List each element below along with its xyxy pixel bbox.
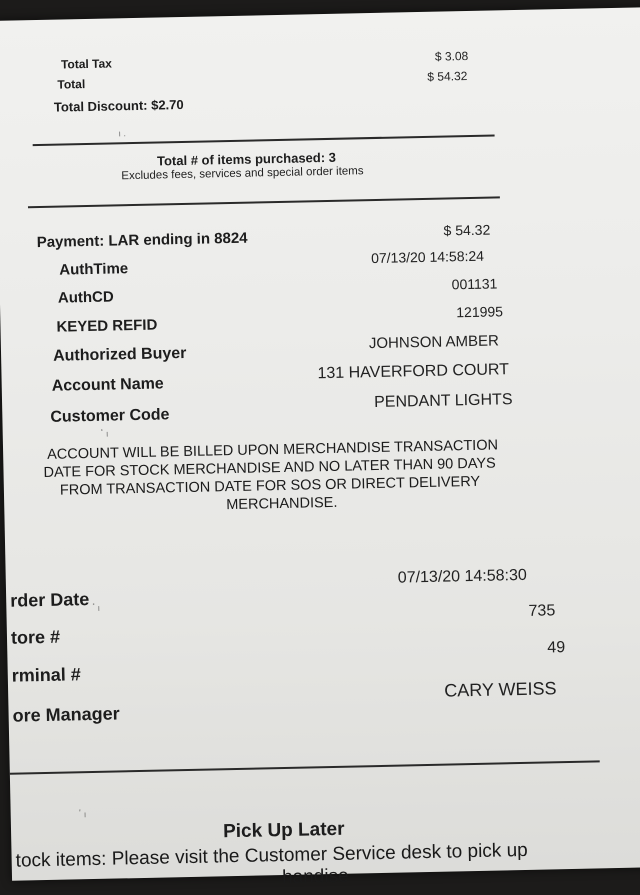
authcd-label: AuthCD xyxy=(57,288,114,307)
divider-3 xyxy=(10,760,600,774)
order-date-label: rder Date xyxy=(10,589,90,611)
pickup-title: Pick Up Later xyxy=(222,818,345,843)
account-name-value: 131 HAVERFORD COURT xyxy=(317,361,510,383)
pickup-instructions-partial: handise xyxy=(281,865,349,889)
authcd-value: 001131 xyxy=(451,275,498,293)
total-label: Total xyxy=(57,77,86,92)
notice-line-2: DATE FOR STOCK MERCHANDISE AND NO LATER THAN 90 DAYS xyxy=(43,455,496,481)
total-discount: Total Discount: $2.70 xyxy=(53,96,184,115)
account-name-label: Account Name xyxy=(51,375,164,395)
ink-speck: ٴ ı xyxy=(92,602,101,613)
divider-2 xyxy=(28,196,500,208)
ink-speck: ٴ ı xyxy=(78,809,87,820)
keyed-refid-value: 121995 xyxy=(456,303,504,321)
notice-line-4: MERCHANDISE. xyxy=(226,494,338,514)
notice-line-3: FROM TRANSACTION DATE FOR SOS OR DIRECT DELIVERY xyxy=(59,473,481,499)
receipt-paper xyxy=(0,7,640,889)
payment-amount: $ 54.32 xyxy=(443,221,491,239)
terminal-value: 49 xyxy=(547,639,566,657)
order-date-value: 07/13/20 14:58:30 xyxy=(397,566,527,587)
items-excludes: Excludes fees, services and special order items xyxy=(121,165,364,183)
items-count: Total # of items purchased: 3 xyxy=(156,149,337,169)
keyed-refid-label: KEYED REFID xyxy=(56,316,158,336)
authtime-value: 07/13/20 14:58:24 xyxy=(370,247,485,267)
divider-1 xyxy=(33,134,495,146)
terminal-label: rminal # xyxy=(11,664,82,686)
store-manager-label: ore Manager xyxy=(12,703,120,726)
pickup-instructions: tock items: Please visit the Customer Service desk to pick up xyxy=(15,839,528,872)
store-manager-value: CARY WEISS xyxy=(443,678,557,701)
authtime-label: AuthTime xyxy=(59,260,129,279)
notice-line-1: ACCOUNT WILL BE BILLED UPON MERCHANDISE TRANSACTION xyxy=(47,437,499,463)
ink-speck: ٴ ı xyxy=(100,428,109,439)
total-tax-label: Total Tax xyxy=(60,56,113,72)
authorized-buyer-label: Authorized Buyer xyxy=(52,344,187,365)
total-tax-value: $ 3.08 xyxy=(434,48,469,64)
store-value: 735 xyxy=(528,602,556,620)
authorized-buyer-value: JOHNSON AMBER xyxy=(368,332,500,353)
payment-label: Payment: LAR ending in 8824 xyxy=(36,229,248,252)
customer-code-label: Customer Code xyxy=(50,406,170,426)
ink-speck: ı . xyxy=(118,128,127,139)
store-label: tore # xyxy=(10,626,61,648)
customer-code-value: PENDANT LIGHTS xyxy=(373,391,513,412)
total-value: $ 54.32 xyxy=(427,69,468,84)
